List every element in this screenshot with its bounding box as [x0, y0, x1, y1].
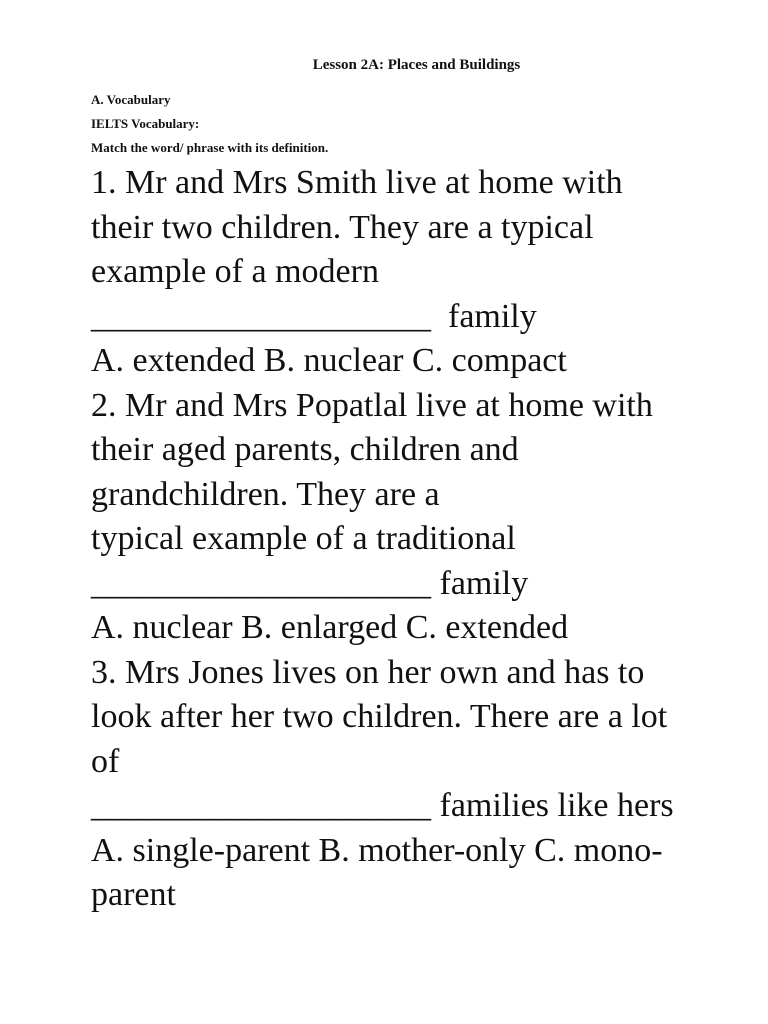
question-1: [91, 161, 761, 384]
question-1-line: example of a modern: [91, 253, 379, 290]
question-3-options: A. single-parent B. mother-only C. mono-: [91, 831, 663, 869]
question-1-blank-line: ____________________ family: [91, 297, 537, 335]
question-3-line: look after her two children. There are a lot: [91, 698, 668, 735]
question-3-blank-line: ____________________ families like hers: [91, 787, 674, 824]
question-3-line: of: [91, 742, 120, 780]
question-2-line: typical example of a traditional: [91, 520, 516, 557]
question-2-line: 2. Mr and Mrs Popatlal live at home with: [91, 386, 653, 424]
question-1-line: their two children. They are a typical: [91, 208, 594, 246]
question-1-options: A. extended B. nuclear C. compact: [91, 342, 567, 379]
instruction-text: Match the word/ phrase with its definition.: [91, 140, 329, 155]
question-2-line: their aged parents, children and: [91, 431, 519, 468]
question-3-line: 3. Mrs Jones lives on her own and has to: [91, 653, 645, 691]
subsection-heading: IELTS Vocabulary:: [91, 116, 200, 131]
question-3: [91, 651, 761, 918]
section-heading: A. Vocabulary: [91, 92, 171, 107]
question-1-line: 1. Mr and Mrs Smith live at home with: [91, 164, 623, 201]
lesson-title: Lesson 2A: Places and Buildings: [312, 57, 521, 73]
question-2: [91, 384, 761, 651]
questions-body: [91, 161, 761, 918]
question-2-blank-line: ____________________ family: [91, 564, 529, 602]
question-2-line: grandchildren. They are a: [91, 475, 440, 513]
question-3-options: parent: [91, 876, 176, 913]
question-2-options: A. nuclear B. enlarged C. extended: [91, 609, 569, 646]
